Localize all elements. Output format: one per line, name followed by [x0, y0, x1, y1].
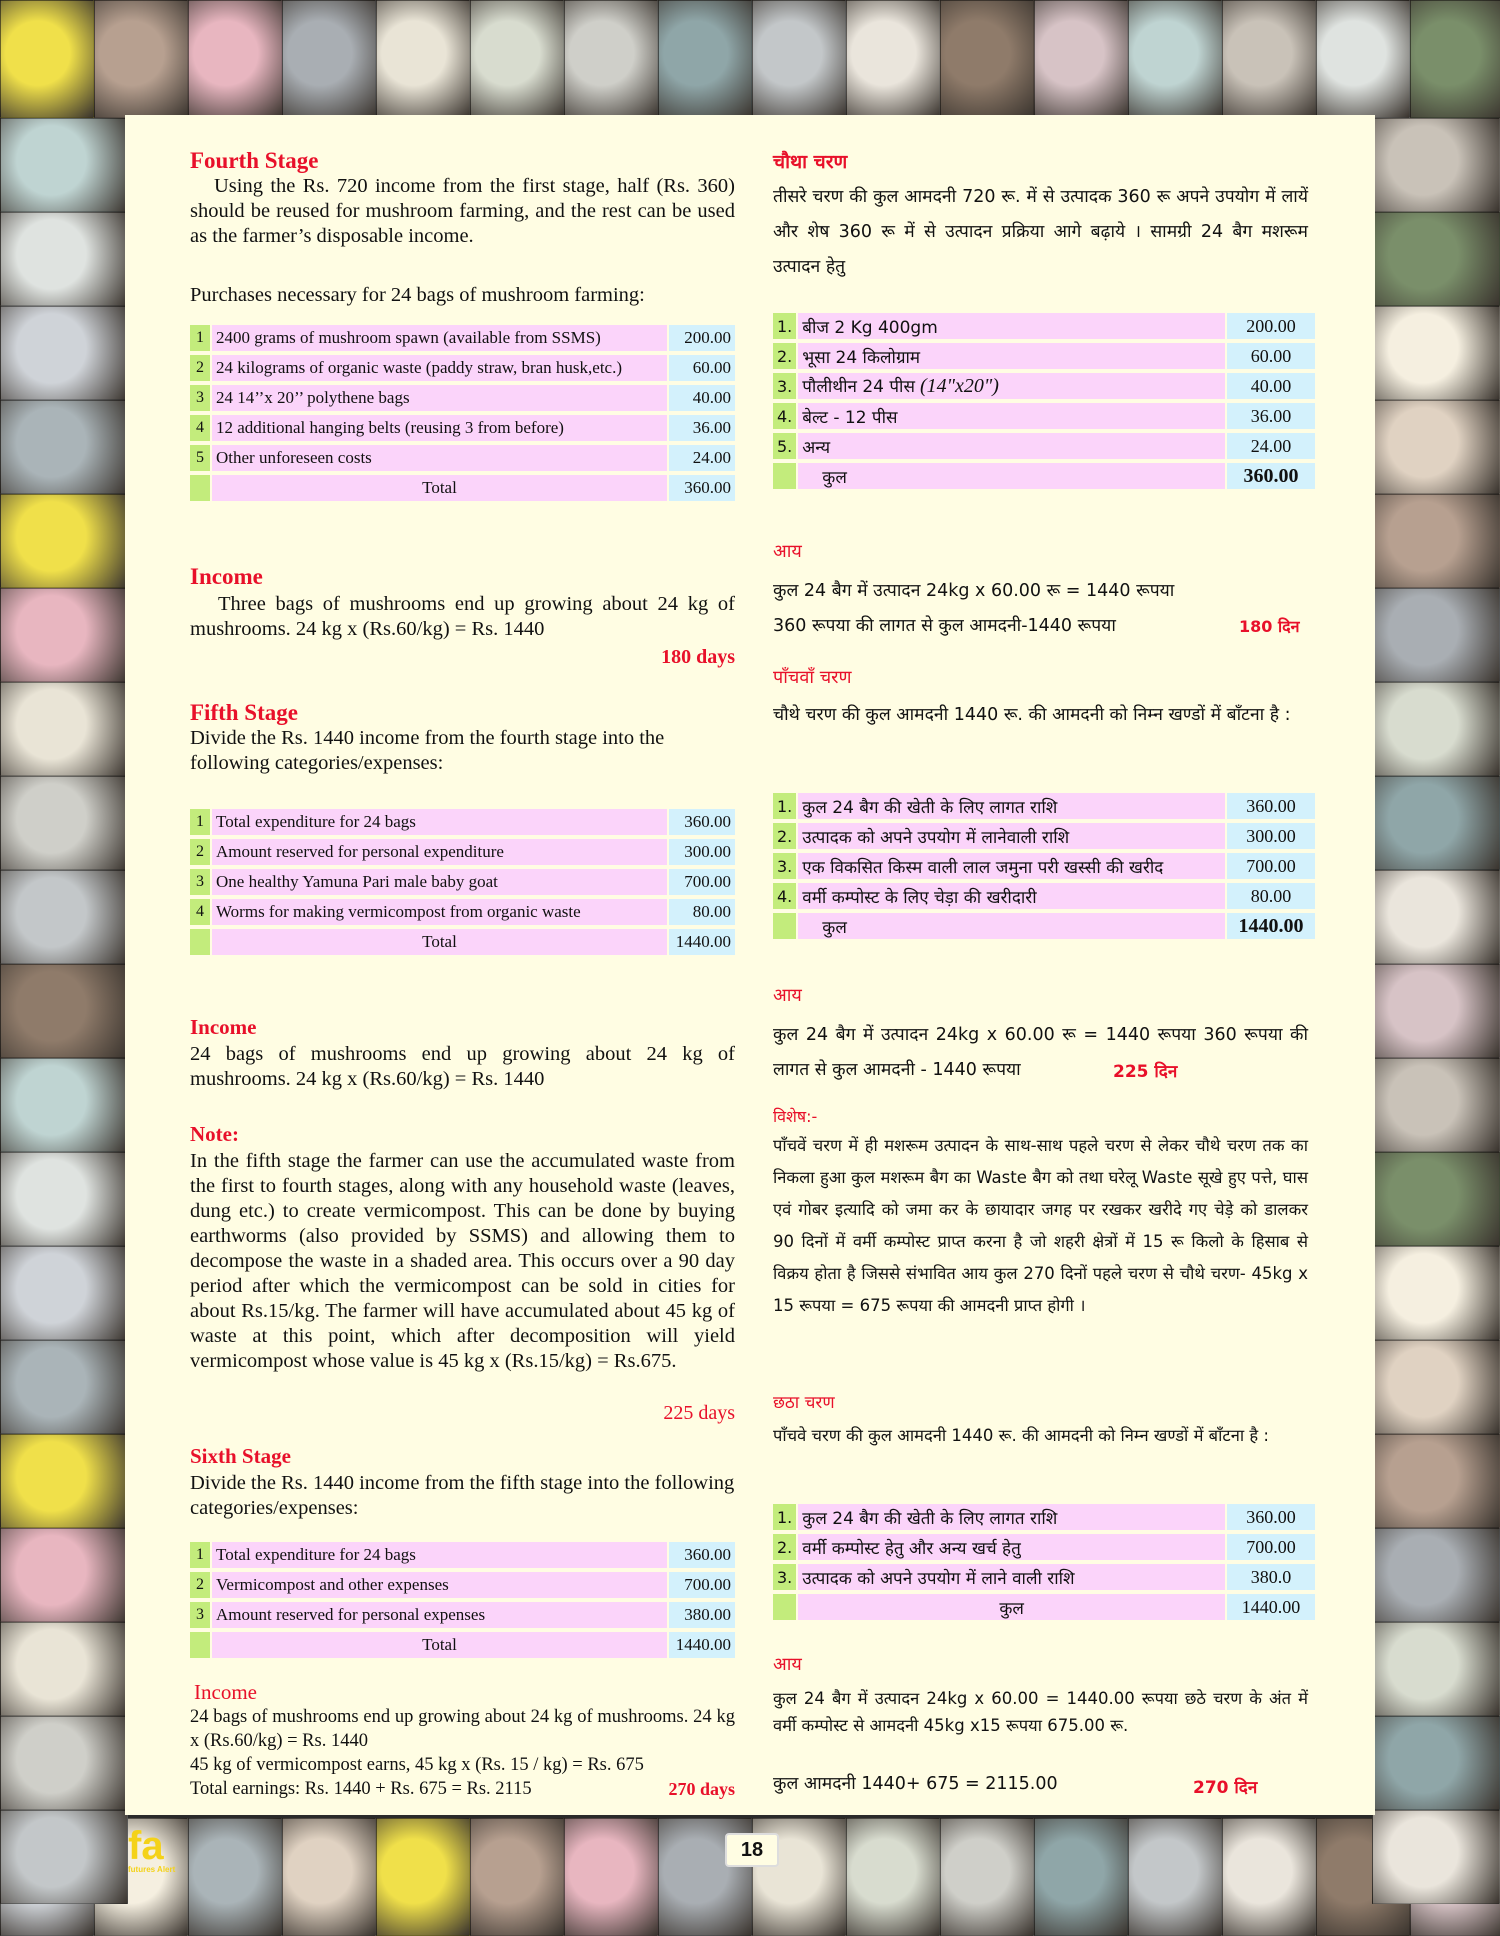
row-description: पौलीथीन 24 पीस (14"x20"): [798, 373, 1225, 399]
row-value: 300.00: [1227, 823, 1315, 849]
row-description: उत्पादक को अपने उपयोग में लानेवाली राशि: [798, 823, 1225, 849]
futures-alert-logo: [128, 1824, 192, 1883]
total-label: Total: [212, 475, 667, 501]
english-table-stage5: [188, 805, 737, 959]
total-label: कुल: [798, 1594, 1225, 1620]
table-total-row: [773, 1594, 1315, 1620]
mushroom-photo-tile: [940, 1818, 1034, 1936]
row-description: Amount reserved for personal expenses: [212, 1602, 667, 1628]
table-row: [190, 415, 735, 441]
row-value: 300.00: [669, 839, 735, 865]
mushroom-photo-tile: [0, 400, 128, 494]
days-180: 180 days: [661, 646, 735, 668]
hindi-table-stage6: [771, 1500, 1317, 1624]
mushroom-photo-tile: [376, 0, 470, 118]
mushroom-photo-tile: [1372, 682, 1500, 776]
row-description: अन्य: [798, 433, 1225, 459]
hindi-table-stage5: [771, 789, 1317, 943]
income-text-3a: 24 bags of mushrooms end up growing about 24 kg of mushrooms. 24 kg x (Rs.60/kg) = Rs. 1440: [190, 1707, 735, 1751]
row-value: 36.00: [1227, 403, 1315, 429]
mushroom-photo-tile: [0, 212, 128, 306]
row-value: 700.00: [1227, 853, 1315, 879]
mushroom-photo-tile: [1372, 1434, 1500, 1528]
total-value: 1440.00: [1227, 913, 1315, 939]
row-number: 3: [190, 1602, 210, 1628]
table-total-row: [190, 929, 735, 955]
row-value: 24.00: [1227, 433, 1315, 459]
mushroom-photo-tile: [1372, 870, 1500, 964]
table-row: [190, 445, 735, 471]
row-description: Worms for making vermicompost from organic waste: [212, 899, 667, 925]
row-description: Vermicompost and other expenses: [212, 1572, 667, 1598]
total-value: 1440.00: [669, 929, 735, 955]
row-description: Amount reserved for personal expenditure: [212, 839, 667, 865]
aay-text-3: कुल 24 बैग में उत्पादन 24kg x 60.00 = 1440.00 रूपया छठे चरण के अंत में वर्मी कम्पोस्ट से आमदनी 45kg x15 रूपया 675.00 रू.: [773, 1689, 1308, 1735]
row-description: वर्मी कम्पोस्ट के लिए चेड़ा की खरीदारी: [798, 883, 1225, 909]
mushroom-photo-tile: [1410, 0, 1500, 118]
aay-text-1a: कुल 24 बैग में उत्पादन 24kg x 60.00 रू = 1440 रूपया: [773, 581, 1175, 601]
mushroom-photo-tile: [282, 0, 376, 118]
mushroom-photo-tile: [470, 0, 564, 118]
row-number: 3: [190, 869, 210, 895]
income-text-1: Three bags of mushrooms end up growing about 24 kg of mushrooms. 24 kg x (Rs.60/kg) = Rs. 1440: [190, 593, 735, 640]
din-270: 270 दिन: [1193, 1778, 1258, 1798]
mushroom-photo-tile: [1372, 1528, 1500, 1622]
row-number-blank: [190, 929, 210, 955]
table-row: [773, 1564, 1315, 1590]
row-description: 24 14’’x 20’’ polythene bags: [212, 385, 667, 411]
mushroom-photo-tile: [1372, 118, 1500, 212]
row-number: 4: [190, 415, 210, 441]
mushroom-photo-tile: [188, 1818, 282, 1936]
total-value: 360.00: [669, 475, 735, 501]
row-number: 1.: [773, 1504, 796, 1530]
mushroom-photo-tile: [1034, 1818, 1128, 1936]
total-label: Total: [212, 1632, 667, 1658]
logo-text: futures Alert: [128, 1865, 176, 1874]
row-description: कुल 24 बैग की खेती के लिए लागत राशि: [798, 793, 1225, 819]
row-number: 3.: [773, 373, 796, 399]
aay-title-3: आय: [773, 1654, 802, 1675]
mushroom-photo-tile: [188, 0, 282, 118]
mushroom-photo-tile: [0, 870, 128, 964]
total-label: कुल: [798, 463, 1225, 489]
total-value: 1440.00: [669, 1632, 735, 1658]
row-number: 5: [190, 445, 210, 471]
table-row: [773, 1504, 1315, 1530]
row-number-blank: [190, 475, 210, 501]
table-row: [190, 839, 735, 865]
fifth-stage-title: Fifth Stage: [190, 700, 298, 725]
mushroom-photo-tile: [376, 1818, 470, 1936]
row-value: 700.00: [1227, 1534, 1315, 1560]
row-value: 60.00: [1227, 343, 1315, 369]
row-description-extra: (14"x20"): [914, 375, 999, 397]
mushroom-photo-tile: [1222, 0, 1316, 118]
mushroom-photo-tile: [0, 1058, 128, 1152]
mushroom-photo-tile: [564, 0, 658, 118]
mushroom-photo-tile: [1372, 306, 1500, 400]
mushroom-photo-tile: [1372, 212, 1500, 306]
page-number: 18: [725, 1833, 779, 1867]
table-row: [773, 823, 1315, 849]
mushroom-photo-tile: [470, 1818, 564, 1936]
table-row: [773, 313, 1315, 339]
mushroom-photo-tile: [0, 1528, 128, 1622]
row-number: 3.: [773, 853, 796, 879]
mushroom-photo-tile: [0, 306, 128, 400]
row-number: 2: [190, 839, 210, 865]
english-table-stage4: [188, 321, 737, 505]
row-number: 4.: [773, 403, 796, 429]
table-row: [190, 325, 735, 351]
row-number-blank: [773, 1594, 796, 1620]
table-row: [190, 869, 735, 895]
row-value: 80.00: [669, 899, 735, 925]
mushroom-photo-tile: [282, 1818, 376, 1936]
mushroom-photo-tile: [846, 1818, 940, 1936]
mushroom-photo-tile: [0, 964, 128, 1058]
row-description: बेल्ट - 12 पीस: [798, 403, 1225, 429]
total-label: Total: [212, 929, 667, 955]
row-value: 380.0: [1227, 1564, 1315, 1590]
fourth-stage-title: Fourth Stage: [190, 148, 319, 173]
row-number-blank: [190, 1632, 210, 1658]
row-value: 200.00: [669, 325, 735, 351]
fourth-stage-text: Using the Rs. 720 income from the first stage, half (Rs. 360) should be reused for mushroom farming, and the rest can be used as the farmer’s disposable income.: [190, 175, 735, 247]
row-description: Total expenditure for 24 bags: [212, 1542, 667, 1568]
table-row: [773, 403, 1315, 429]
mushroom-photo-tile: [658, 0, 752, 118]
row-value: 24.00: [669, 445, 735, 471]
table-total-row: [773, 913, 1315, 939]
table-total-row: [190, 475, 735, 501]
logo-mark: fa: [128, 1824, 164, 1868]
chautha-charan-text: तीसरे चरण की कुल आमदनी 720 रू. में से उत्पादक 360 रू अपने उपयोग में लायें और शेष 360 रू में से उत्पादन प्रक्रिया आगे बढ़ाये । सामग्री 24 बैग मशरूम उत्पादन हेतु: [773, 187, 1308, 277]
mushroom-photo-tile: [1372, 494, 1500, 588]
row-number: 3.: [773, 1564, 796, 1590]
row-description: 2400 grams of mushroom spawn (available from SSMS): [212, 325, 667, 351]
vishesh-text: पाँचवें चरण में ही मशरूम उत्पादन के साथ-साथ पहले चरण से लेकर चौथे चरण तक का निकला हुआ कुल मशरूम बैग का Waste बैग को तथा घरेलू Waste सूखे हुए पत्ते, घास एवं गोबर इत्यादि को जमा कर के छायादार जगह पर रखकर खरीदे गए चेड़े को डालकर 90 दिनों में वर्मी कम्पोस्ट प्राप्त करना है जो शहरी क्षेत्रों में 15 रू किलो के हिसाब से विक्रय होता है जिससे संभावित आय कुल 270 दिनों पहले चरण से चौथे चरण- 45kg x 15 रूपया = 675 रूपया की आमदनी प्राप्त होगी ।: [773, 1136, 1308, 1315]
days-225: 225 days: [663, 1402, 735, 1424]
row-description: एक विकसित किस्म वाली लाल जमुना परी खस्सी की खरीद: [798, 853, 1225, 879]
mushroom-photo-tile: [1316, 0, 1410, 118]
row-value: 360.00: [669, 1542, 735, 1568]
row-description: 12 additional hanging belts (reusing 3 from before): [212, 415, 667, 441]
mushroom-photo-tile: [0, 494, 128, 588]
mushroom-photo-tile: [1372, 1340, 1500, 1434]
mushroom-photo-tile: [1372, 776, 1500, 870]
row-number: 4.: [773, 883, 796, 909]
table-row: [773, 853, 1315, 879]
income-text-3b: 45 kg of vermicompost earns, 45 kg x (Rs. 15 / kg) = Rs. 675: [190, 1755, 644, 1775]
mushroom-photo-tile: [1372, 1152, 1500, 1246]
row-value: 360.00: [669, 809, 735, 835]
row-number: 1: [190, 1542, 210, 1568]
row-value: 40.00: [669, 385, 735, 411]
table-row: [773, 1534, 1315, 1560]
mushroom-photo-tile: [0, 776, 128, 870]
row-number: 1: [190, 325, 210, 351]
total-value: 1440.00: [1227, 1594, 1315, 1620]
row-number: 1: [190, 809, 210, 835]
mushroom-photo-tile: [0, 0, 94, 118]
table-row: [190, 385, 735, 411]
row-value: 200.00: [1227, 313, 1315, 339]
aay-title-1: आय: [773, 541, 802, 562]
mushroom-photo-tile: [0, 1246, 128, 1340]
row-description: भूसा 24 किलोग्राम: [798, 343, 1225, 369]
mushroom-photo-tile: [1372, 1716, 1500, 1810]
din-225: 225 दिन: [1113, 1062, 1178, 1082]
row-value: 36.00: [669, 415, 735, 441]
days-270: 270 days: [668, 1779, 735, 1799]
mushroom-photo-tile: [1034, 0, 1128, 118]
table-row: [190, 1602, 735, 1628]
row-number: 2: [190, 355, 210, 381]
table-row: [190, 1572, 735, 1598]
mushroom-photo-tile: [0, 1622, 128, 1716]
mushroom-photo-tile: [94, 0, 188, 118]
note-title: Note:: [190, 1122, 239, 1146]
purchases-label: Purchases necessary for 24 bags of mushroom farming:: [190, 284, 645, 306]
row-number: 2.: [773, 1534, 796, 1560]
table-total-row: [773, 463, 1315, 489]
row-number: 1.: [773, 313, 796, 339]
mushroom-photo-tile: [1372, 964, 1500, 1058]
mushroom-photo-tile: [0, 1152, 128, 1246]
table-row: [190, 1542, 735, 1568]
mushroom-photo-tile: [1372, 1622, 1500, 1716]
panchva-charan-text: चौथे चरण की कुल आमदनी 1440 रू. की आमदनी को निम्न खण्डों में बाँटना है :: [773, 705, 1291, 725]
row-number: 2.: [773, 343, 796, 369]
mushroom-photo-tile: [846, 0, 940, 118]
income-text-3c: Total earnings: Rs. 1440 + Rs. 675 = Rs. 2115: [190, 1779, 532, 1799]
row-value: 40.00: [1227, 373, 1315, 399]
total-value: 360.00: [1227, 463, 1315, 489]
mushroom-photo-tile: [1372, 1246, 1500, 1340]
row-description: One healthy Yamuna Pari male baby goat: [212, 869, 667, 895]
sixth-stage-text: Divide the Rs. 1440 income from the fifth stage into the following categories/expenses:: [190, 1472, 735, 1519]
vishesh-title: विशेष:-: [773, 1107, 818, 1126]
row-number: 3: [190, 385, 210, 411]
panchva-charan-title: पाँचवाँ चरण: [773, 667, 852, 688]
table-total-row: [190, 1632, 735, 1658]
mushroom-photo-tile: [0, 1716, 128, 1810]
mushroom-photo-tile: [0, 682, 128, 776]
mushroom-photo-tile: [0, 1340, 128, 1434]
mushroom-photo-tile: [1372, 1058, 1500, 1152]
aay-text-2: कुल 24 बैग में उत्पादन 24kg x 60.00 रू = 1440 रूपया 360 रूपया की लागत से कुल आमदनी - 1440 रूपया: [773, 1025, 1308, 1080]
mushroom-photo-tile: [1128, 1818, 1222, 1936]
fifth-stage-text: Divide the Rs. 1440 income from the fourth stage into the following categories/expenses:: [190, 727, 665, 774]
income-title-2: Income: [190, 1015, 257, 1039]
row-value: 80.00: [1227, 883, 1315, 909]
table-row: [190, 809, 735, 835]
row-number: 2.: [773, 823, 796, 849]
row-description: कुल 24 बैग की खेती के लिए लागत राशि: [798, 1504, 1225, 1530]
table-row: [190, 355, 735, 381]
sixth-stage-title: Sixth Stage: [190, 1444, 291, 1468]
row-number: 2: [190, 1572, 210, 1598]
table-row: [190, 899, 735, 925]
row-description: बीज 2 Kg 400gm: [798, 313, 1225, 339]
table-row: [773, 883, 1315, 909]
mushroom-photo-tile: [1372, 400, 1500, 494]
row-number: 5.: [773, 433, 796, 459]
row-number: 1.: [773, 793, 796, 819]
chhatha-charan-text: पाँचवे चरण की कुल आमदनी 1440 रू. की आमदनी को निम्न खण्डों में बाँटना है :: [773, 1426, 1269, 1445]
mushroom-photo-tile: [1372, 588, 1500, 682]
table-row: [773, 793, 1315, 819]
row-value: 700.00: [669, 869, 735, 895]
total-amdani-line: कुल आमदनी 1440+ 675 = 2115.00: [773, 1774, 1058, 1794]
row-number-blank: [773, 913, 796, 939]
table-row: [773, 433, 1315, 459]
english-table-stage6: [188, 1538, 737, 1662]
row-description: वर्मी कम्पोस्ट हेतु और अन्य खर्च हेतु: [798, 1534, 1225, 1560]
row-value: 700.00: [669, 1572, 735, 1598]
row-number-blank: [773, 463, 796, 489]
row-value: 380.00: [669, 1602, 735, 1628]
mushroom-photo-tile: [752, 0, 846, 118]
chhatha-charan-title: छठा चरण: [773, 1393, 835, 1413]
content-panel: [125, 115, 1375, 1815]
mushroom-photo-tile: [0, 118, 128, 212]
aay-title-2: आय: [773, 985, 802, 1006]
mushroom-photo-tile: [940, 0, 1034, 118]
aay-text-1b: 360 रूपया की लागत से कुल आमदनी-1440 रूपया: [773, 616, 1116, 636]
note-text: In the fifth stage the farmer can use the accumulated waste from the first to fourth stages, along with any household waste (leaves, dung etc.) to create vermicompost. This can be done by buying earthworms (also provided by SSMS) and allowing them to decompose the waste in a shaded area. This occurs over a 90 day period after which the vermicompost can be sold in cities for about Rs.15/kg. The farmer will have accumulated about 45 kg of waste at this point, which after decomposition will yield vermicompost whose value is 45 kg x (Rs.15/kg) = Rs.675.: [190, 1150, 735, 1372]
din-180: 180 दिन: [1239, 617, 1300, 636]
table-row: [773, 373, 1315, 399]
income-text-2: 24 bags of mushrooms end up growing about 24 kg of mushrooms. 24 kg x (Rs.60/kg) = Rs. 1440: [190, 1043, 735, 1090]
row-description: उत्पादक को अपने उपयोग में लाने वाली राशि: [798, 1564, 1225, 1590]
row-value: 60.00: [669, 355, 735, 381]
mushroom-photo-tile: [0, 1810, 128, 1904]
income-title-3: Income: [194, 1680, 257, 1704]
row-description: 24 kilograms of organic waste (paddy straw, bran husk,etc.): [212, 355, 667, 381]
income-title-1: Income: [190, 564, 263, 589]
chautha-charan-title: चौथा चरण: [773, 151, 848, 173]
mushroom-photo-tile: [1222, 1818, 1316, 1936]
total-label: कुल: [798, 913, 1225, 939]
mushroom-photo-tile: [1372, 1810, 1500, 1904]
hindi-table-stage4: [771, 309, 1317, 493]
row-value: 360.00: [1227, 793, 1315, 819]
row-description: Total expenditure for 24 bags: [212, 809, 667, 835]
row-value: 360.00: [1227, 1504, 1315, 1530]
mushroom-photo-tile: [0, 1434, 128, 1528]
mushroom-photo-tile: [564, 1818, 658, 1936]
mushroom-photo-tile: [1128, 0, 1222, 118]
mushroom-photo-tile: [0, 588, 128, 682]
row-number: 4: [190, 899, 210, 925]
table-row: [773, 343, 1315, 369]
row-description: Other unforeseen costs: [212, 445, 667, 471]
